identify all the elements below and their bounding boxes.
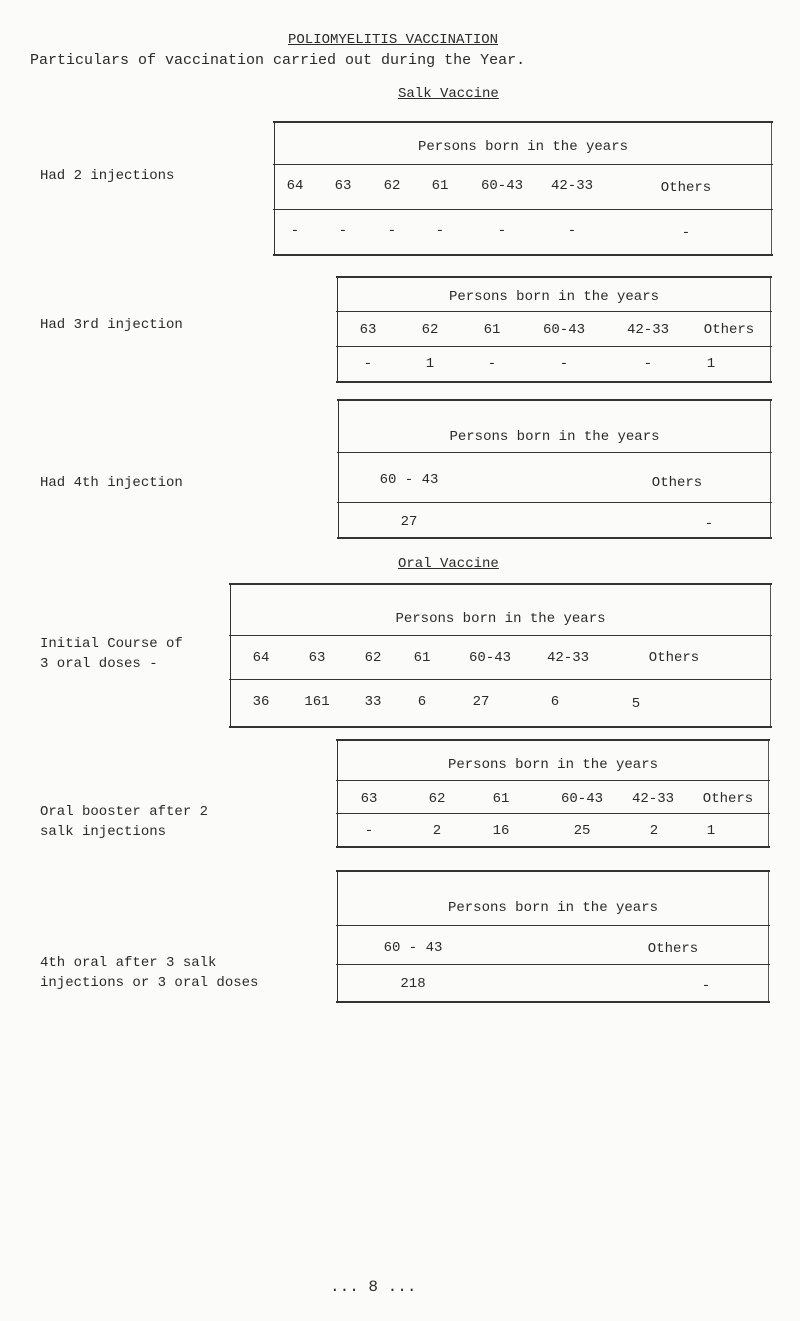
- table-cell: -: [435, 223, 445, 239]
- table-heading: Persons born in the years: [395, 611, 606, 627]
- column-header: 61: [413, 650, 431, 666]
- column-header: 64: [252, 650, 270, 666]
- row-label-had-4th-injection: Had 4th injection: [40, 475, 183, 491]
- table-cell: 27: [472, 694, 490, 710]
- table-had-3rd-injection: [337, 276, 771, 383]
- column-header: Others: [651, 475, 703, 491]
- table-initial-course: [230, 583, 771, 728]
- section-heading-oral: Oral Vaccine: [398, 556, 499, 572]
- table-cell: 27: [400, 514, 418, 530]
- column-header: 64: [286, 178, 304, 194]
- table-cell: 2: [432, 823, 442, 839]
- column-header: 63: [360, 791, 378, 807]
- column-header: 60 - 43: [383, 940, 443, 956]
- table-cell: -: [387, 223, 397, 239]
- table-cell: -: [364, 823, 374, 839]
- table-cell: -: [567, 223, 577, 239]
- column-header: Others: [648, 650, 700, 666]
- table-cell: 1: [425, 356, 435, 372]
- table-cell: -: [704, 516, 714, 532]
- table-cell: 25: [573, 823, 591, 839]
- table-cell: 161: [304, 694, 330, 710]
- table-oral-booster: [337, 739, 769, 848]
- table-cell: -: [290, 223, 300, 239]
- table-had-4th-injection: [338, 399, 771, 539]
- column-header: 42-33: [631, 791, 675, 807]
- table-cell: 36: [252, 694, 270, 710]
- table-had-2-injections: [274, 121, 772, 256]
- page-number: ... 8 ...: [330, 1278, 417, 1296]
- table-heading: Persons born in the years: [448, 289, 660, 305]
- table-cell: 33: [364, 694, 382, 710]
- column-header: 60-43: [480, 178, 524, 194]
- column-header: 62: [421, 322, 439, 338]
- column-header: Others: [647, 941, 699, 957]
- table-cell: 16: [492, 823, 510, 839]
- column-header: 60-43: [468, 650, 512, 666]
- table-4th-oral: [337, 870, 769, 1003]
- column-header: 42-33: [626, 322, 670, 338]
- table-cell: -: [681, 225, 691, 241]
- table-heading: Persons born in the years: [417, 139, 629, 155]
- column-header: 60-43: [560, 791, 604, 807]
- row-label-had-3rd-injection: Had 3rd injection: [40, 317, 183, 333]
- column-header: 63: [308, 650, 326, 666]
- column-header: 60 - 43: [379, 472, 439, 488]
- table-cell: 6: [550, 694, 560, 710]
- table-cell: 2: [649, 823, 659, 839]
- row-label-had-2-injections: Had 2 injections: [40, 168, 175, 184]
- table-heading: Persons born in the years: [447, 900, 659, 916]
- column-header: 62: [364, 650, 382, 666]
- table-cell: -: [363, 356, 373, 372]
- row-label-initial-course: Initial Course of 3 oral doses -: [40, 636, 183, 672]
- table-cell: -: [701, 978, 711, 994]
- section-heading-salk: Salk Vaccine: [398, 86, 499, 102]
- page-title: POLIOMYELITIS VACCINATION: [288, 32, 499, 48]
- table-cell: 218: [400, 976, 426, 992]
- column-header: 42-33: [546, 650, 590, 666]
- column-header: 42-33: [550, 178, 594, 194]
- column-header: Others: [702, 791, 754, 807]
- column-header: 61: [431, 178, 449, 194]
- table-cell: 1: [706, 356, 716, 372]
- table-cell: -: [338, 223, 348, 239]
- table-cell: 1: [706, 823, 716, 839]
- column-header: Others: [660, 180, 712, 196]
- table-cell: 5: [631, 696, 641, 712]
- column-header: Others: [703, 322, 755, 338]
- table-heading: Persons born in the years: [447, 757, 659, 773]
- column-header: 62: [383, 178, 401, 194]
- table-cell: -: [643, 356, 653, 372]
- column-header: 63: [359, 322, 377, 338]
- column-header: 61: [483, 322, 501, 338]
- column-header: 60-43: [542, 322, 586, 338]
- table-cell: -: [487, 356, 497, 372]
- table-heading: Persons born in the years: [449, 429, 660, 445]
- table-cell: -: [497, 223, 507, 239]
- row-label-4th-oral: 4th oral after 3 salk injections or 3 oral doses: [40, 955, 259, 991]
- table-cell: -: [559, 356, 569, 372]
- column-header: 61: [492, 791, 510, 807]
- column-header: 63: [334, 178, 352, 194]
- table-cell: 6: [417, 694, 427, 710]
- page-subtitle: Particulars of vaccination carried out during the Year.: [30, 52, 526, 69]
- column-header: 62: [428, 791, 446, 807]
- row-label-oral-booster: Oral booster after 2 salk injections: [40, 804, 209, 840]
